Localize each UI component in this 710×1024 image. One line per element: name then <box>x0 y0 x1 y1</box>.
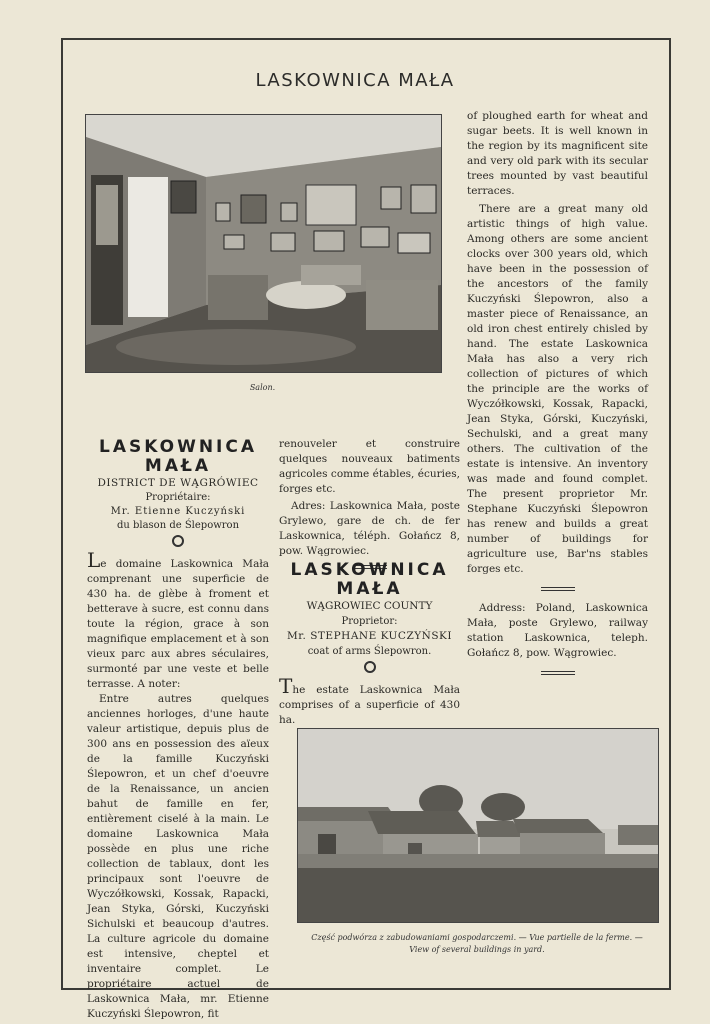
english-owner-label: Proprietor: <box>341 616 398 627</box>
salon-photo <box>85 114 442 373</box>
english-estate-name-2: MAŁA <box>336 579 403 599</box>
farm-photo <box>297 728 659 923</box>
farm-caption-line-1: Część podwórza z zabudowaniami gospodarczemi. — Vue partielle de la ferme. — <box>311 933 643 942</box>
english-column <box>279 561 460 728</box>
english-estate-name-1: LASKOWNICA <box>290 560 449 580</box>
french-paragraph-3: renouveler et construire quelques nouveaux batiments agricoles comme étables, écuries, forges etc. <box>279 438 460 495</box>
french-district: DISTRICT DE WĄGRÓWIEC <box>97 477 259 489</box>
english-top-paragraph-2: There are a great many old artistic things of high value. Among others are some ancient clocks over 300 years old, which have been in the possession of the ancestors of the family Kuczyński Ślepowron, also a master piece of Renaissance, an old iron chest entirely chisled by hand. The estate Laskownica Mała has also a very rich collection of pictures of which the principle are the works of Wyczółkowski, Kossak, Rapacki, Jean Styka, Górski, Kuczyński, Sechulski, and a great many others. The cultivation of the estate is intensive. An inventory was made and found complet. The present proprietor Mr. Stephane Kuczyński Ślepowron has renew and builds a great number of buildings for agriculture use, Bar'ns stables forges etc. <box>467 203 648 575</box>
french-continuation-column <box>279 437 460 575</box>
farm-caption-line-2: View of several buildings in yard. <box>409 945 545 954</box>
french-column <box>87 438 269 1022</box>
french-owner-label: Propriétaire: <box>145 492 211 503</box>
salon-caption: Salon. <box>249 383 276 392</box>
dropcap: L <box>87 548 101 572</box>
french-owner-name: Mr. Etienne Kuczyński <box>110 506 246 517</box>
french-estate-name-2: MAŁA <box>144 456 212 476</box>
english-paragraph-1: The estate Laskownica Mała comprises of a superficie of 430 ha. <box>279 674 460 726</box>
page-title: LASKOWNICA MAŁA <box>255 70 455 91</box>
english-top-paragraph-1: of ploughed earth for wheat and sugar beets. It is well known in the region by its magnificent site and very old park with its secular trees mounted by vast beautiful terraces. <box>467 110 648 197</box>
ornament-ring <box>172 535 184 547</box>
ornament-ring <box>364 661 376 673</box>
dropcap: T <box>279 674 293 698</box>
english-county: WĄGROWIEC COUNTY <box>306 600 433 612</box>
english-owner-name: Mr. STEPHANE KUCZYŃSKI <box>286 630 453 642</box>
french-paragraph-1: Le domaine Laskownica Mała comprenant une superficie de 430 ha. de glèbe à froment et betterave à sucre, est connu dans toute la région, grace à son magnifique emplacement et à son vieux parc aux abres séculaires, surmonté par une veste et belle terrasse. A noter: <box>87 548 269 690</box>
english-top-column <box>467 109 648 681</box>
farm-caption <box>295 932 659 956</box>
divider <box>541 587 575 591</box>
french-address: Adres: Laskownica Mała, poste Grylewo, gare de ch. de fer Laskownica, téléph. Gołańcz 8, pow. Wągrowiec. <box>279 500 460 557</box>
french-estate-name-1: LASKOWNICA <box>98 437 258 457</box>
english-top-address: Address: Poland, Laskownica Mała, poste Grylewo, railway station Laskownica, teleph. Gołańcz 8, pow. Wągrowiec. <box>467 602 648 659</box>
divider <box>541 671 575 675</box>
english-coat: coat of arms Ślepowron. <box>307 646 432 657</box>
french-paragraph-2: Entre autres quelques anciennes horloges, d'une haute valeur artistique, depuis plus de 300 ans en possession des aïeux de la famille Kuczyński Ślepowron, et un chef d'oeuvre de la Renaissance, un ancien bahut de famille en fer, entièrement ciselé à la main. Le domaine Laskownica Mała possède en plus une riche collection de tablaux, dont les principaux sont l'oeuvre de Wyczółkowski, Kossak, Rapacki, Jean Styka, Górski, Kuczyński Sichulski et beaucoup d'autres. La culture agricole du domaine est intensive, cheptel et inventaire complet. Le propriétaire actuel de Laskownica Mała, mr. Etienne Kuczyński Ślepowron, fit <box>87 693 269 1020</box>
french-blazon: du blason de Ślepowron <box>116 520 240 531</box>
